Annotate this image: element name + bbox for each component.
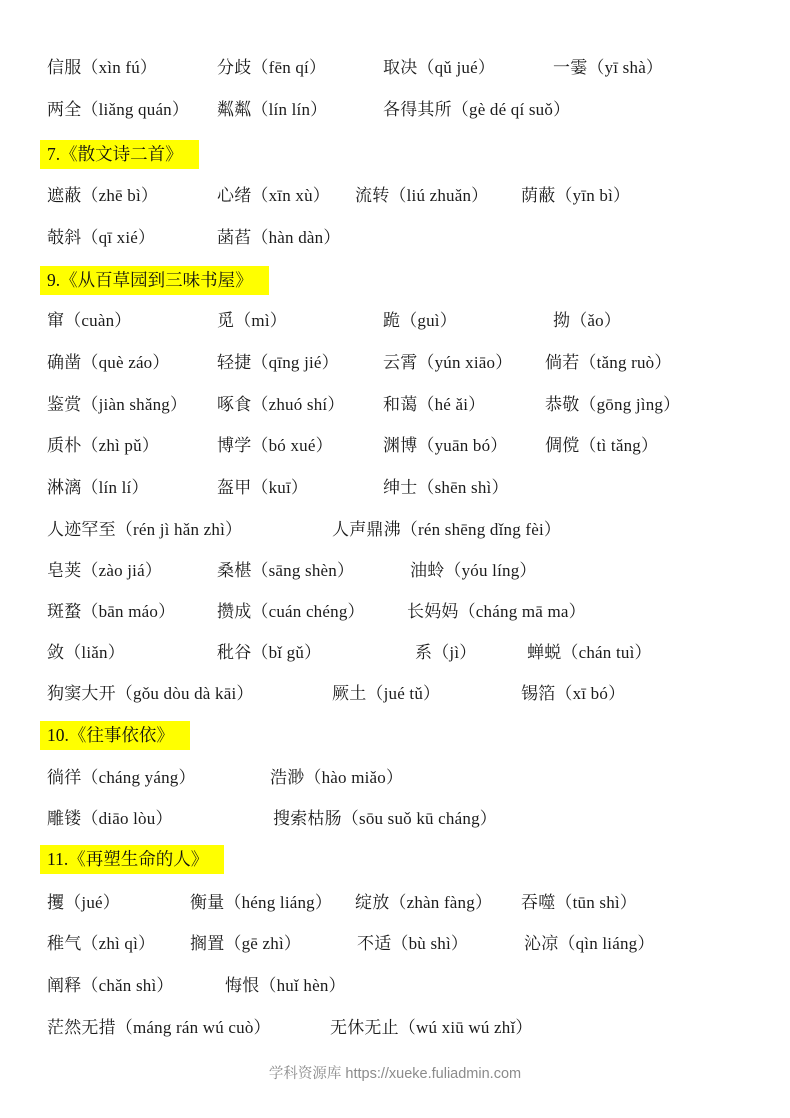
vocab-entry: 取决（qǔ jué）	[383, 58, 496, 77]
vocab-entry: 秕谷（bǐ gǔ）	[217, 643, 322, 662]
vocab-row	[0, 641, 790, 667]
vocab-entry: 淋漓（lín lí）	[47, 478, 149, 497]
vocab-entry: 鉴赏（jiàn shǎng）	[47, 395, 188, 414]
section-header-highlight: 7.《散文诗二首》	[40, 140, 199, 169]
vocab-entry: 阐释（chǎn shì）	[47, 976, 174, 995]
vocab-entry: 狗窦大开（gǒu dòu dà kāi）	[47, 684, 254, 703]
section-header-row	[0, 721, 790, 747]
footer-text: 学科资源库 https://xueke.fuliadmin.com	[268, 1066, 522, 1082]
vocab-entry: 遮蔽（zhē bì）	[47, 186, 159, 205]
vocab-entry: 轻捷（qīng jié）	[217, 353, 339, 372]
vocab-entry: 绽放（zhàn fàng）	[355, 893, 493, 912]
vocab-entry: 流转（liú zhuǎn）	[355, 186, 489, 205]
vocab-entry: 窜（cuàn）	[47, 311, 132, 330]
vocab-row	[0, 974, 790, 1000]
vocab-entry: 跪（guì）	[383, 311, 457, 330]
vocab-row	[0, 98, 790, 124]
vocab-row	[0, 184, 790, 210]
vocab-entry: 浩渺（hào miǎo）	[270, 768, 404, 787]
vocab-entry: 不适（bù shì）	[357, 934, 469, 953]
vocab-entry: 茫然无措（máng rán wú cuò）	[47, 1018, 271, 1037]
vocab-row	[0, 476, 790, 502]
vocab-entry: 桑椹（sāng shèn）	[217, 561, 355, 580]
vocab-entry: 搁置（gē zhì）	[190, 934, 302, 953]
vocab-row	[0, 932, 790, 958]
vocab-row	[0, 600, 790, 626]
vocab-row	[0, 351, 790, 377]
vocab-entry: 人迹罕至（rén jì hǎn zhì）	[47, 520, 243, 539]
vocab-row	[0, 309, 790, 335]
vocab-entry: 蝉蜕（chán tuì）	[527, 643, 652, 662]
vocab-entry: 沁凉（qìn liáng）	[524, 934, 655, 953]
vocab-entry: 恭敬（gōng jìng）	[545, 395, 681, 414]
vocab-row	[0, 518, 790, 544]
vocab-entry: 分歧（fēn qí）	[217, 58, 327, 77]
vocab-entry: 锡箔（xī bó）	[521, 684, 626, 703]
vocab-entry: 搜索枯肠（sōu suǒ kū cháng）	[273, 809, 497, 828]
vocab-entry: 博学（bó xué）	[217, 436, 333, 455]
section-header-highlight: 11.《再塑生命的人》	[40, 845, 224, 874]
vocab-entry: 攲斜（qī xié）	[47, 228, 156, 247]
vocab-entry: 人声鼎沸（rén shēng dǐng fèi）	[332, 520, 562, 539]
section-header-highlight: 10.《往事依依》	[40, 721, 190, 750]
vocab-entry: 倜傥（tì tǎng）	[545, 436, 659, 455]
vocab-entry: 长妈妈（cháng mā ma）	[407, 602, 586, 621]
vocab-entry: 菡萏（hàn dàn）	[217, 228, 341, 247]
vocab-entry: 各得其所（gè dé qí suǒ）	[383, 100, 571, 119]
vocab-entry: 云霄（yún xiāo）	[383, 353, 513, 372]
section-header-row	[0, 845, 790, 871]
vocab-row	[0, 226, 790, 252]
vocab-entry: 徜徉（cháng yáng）	[47, 768, 196, 787]
vocab-entry: 无休无止（wú xiū wú zhǐ）	[330, 1018, 533, 1037]
vocab-entry: 皂荚（zào jiá）	[47, 561, 163, 580]
vocab-entry: 攒成（cuán chéng）	[217, 602, 365, 621]
vocab-row	[0, 56, 790, 82]
vocab-entry: 绅士（shēn shì）	[383, 478, 509, 497]
vocab-entry: 确凿（què záo）	[47, 353, 170, 372]
vocab-entry: 觅（mì）	[217, 311, 287, 330]
vocab-row	[0, 682, 790, 708]
vocab-entry: 稚气（zhì qì）	[47, 934, 156, 953]
vocab-entry: 和蔼（hé ǎi）	[383, 395, 486, 414]
vocab-entry: 心绪（xīn xù）	[217, 186, 330, 205]
vocab-entry: 吞噬（tūn shì）	[521, 893, 638, 912]
vocab-entry: 荫蔽（yīn bì）	[521, 186, 631, 205]
vocab-entry: 衡量（héng liáng）	[190, 893, 333, 912]
vocab-entry: 盔甲（kuī）	[217, 478, 309, 497]
vocab-entry: 系（jì）	[415, 643, 477, 662]
section-header-highlight: 9.《从百草园到三味书屋》	[40, 266, 269, 295]
vocab-entry: 斑蝥（bān máo）	[47, 602, 176, 621]
vocab-entry: 敛（liǎn）	[47, 643, 125, 662]
vocab-entry: 雕镂（diāo lòu）	[47, 809, 173, 828]
vocab-entry: 粼粼（lín lín）	[217, 100, 328, 119]
vocab-entry: 厥土（jué tǔ）	[332, 684, 441, 703]
vocab-row	[0, 393, 790, 419]
vocab-row	[0, 891, 790, 917]
vocab-entry: 信服（xìn fú）	[47, 58, 158, 77]
vocab-entry: 悔恨（huǐ hèn）	[225, 976, 346, 995]
vocab-entry: 啄食（zhuó shí）	[217, 395, 345, 414]
section-header-row	[0, 266, 790, 292]
vocab-row	[0, 807, 790, 833]
vocab-row	[0, 766, 790, 792]
vocab-entry: 质朴（zhì pǔ）	[47, 436, 160, 455]
vocab-row	[0, 1016, 790, 1042]
vocab-entry: 倘若（tǎng ruò）	[545, 353, 672, 372]
vocab-row	[0, 434, 790, 460]
section-header-row	[0, 140, 790, 166]
footer-watermark	[0, 1062, 790, 1083]
vocab-row	[0, 559, 790, 585]
vocab-entry: 攫（jué）	[47, 893, 120, 912]
vocab-entry: 两全（liǎng quán）	[47, 100, 190, 119]
vocab-entry: 渊博（yuān bó）	[383, 436, 508, 455]
vocab-entry: 一霎（yī shà）	[553, 58, 664, 77]
vocab-entry: 拗（ǎo）	[553, 311, 622, 330]
vocab-entry: 油蛉（yóu líng）	[410, 561, 537, 580]
